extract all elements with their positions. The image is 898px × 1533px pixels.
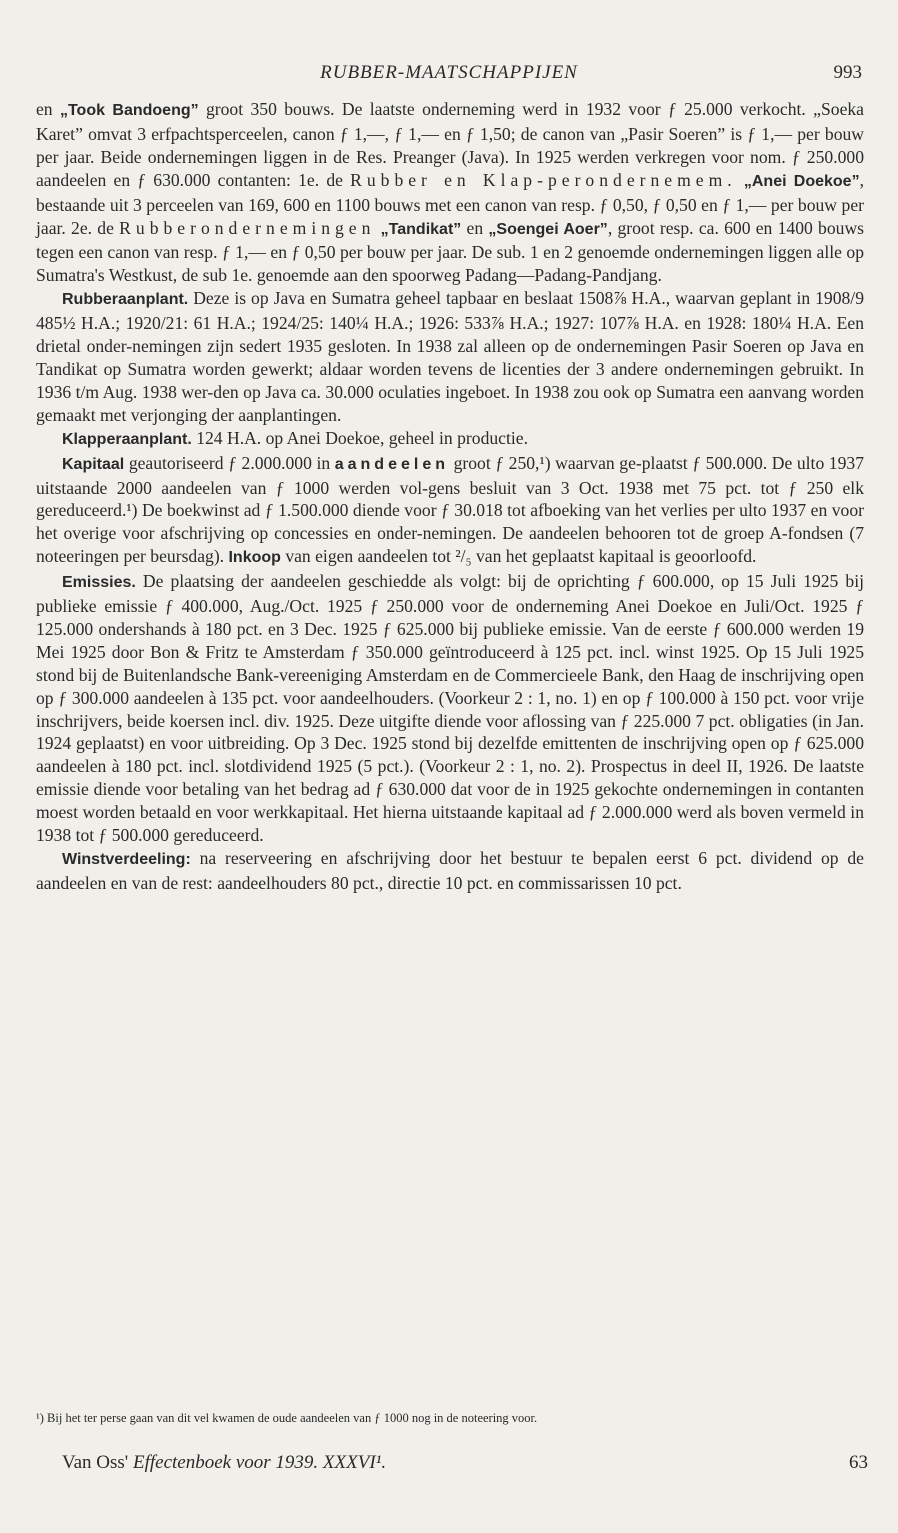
emphasis-text: Emissies. <box>62 574 136 592</box>
body-text: en <box>36 99 60 119</box>
emphasis-text: „Tandikat” <box>380 220 462 238</box>
running-title: RUBBER-MAATSCHAPPIJEN <box>320 62 578 83</box>
paragraph-kapitaal <box>36 452 864 571</box>
page-number: 993 <box>833 62 862 83</box>
body-text: groot ƒ 250,¹) waarvan ge-plaatst ƒ 500.000. De ulto 1937 uitstaande 2000 aandeelen van ƒ 1000 werden vol-gens besluit van 3 Oct. 1938 met 75 pct. tot ƒ 250 elk gereduceerd.¹) De boekwinst ad ƒ 1.500.000 diende voor ƒ 30.018 tot afboeking van het verlies per ulto 1937 en voor het overige voor afschrijving op concessies en onder-nemingen. De aandeelen behooren tot de groep A-fondsen (7 noteeringen per beursdag). <box>36 452 864 567</box>
body-text: De plaatsing der aandeelen geschiedde als volgt: bij de oprichting ƒ 600.000, op 15 Juli 1925 bij publieke emissie ƒ 400.000, Aug./Oct. 1925 ƒ 250.000 voor de onderneming Anei Doekoe en Juli/Oct. 1925 ƒ 125.000 ondershands à 180 pct. en 3 Dec. 1925 ƒ 625.000 bij publieke emissie. Van de eerste ƒ 600.000 werden 19 Mei 1925 door Bon & Fritz te Amsterdam ƒ 350.000 geïntroduceerd à 125 pct. incl. winst 1925. Op 15 Juli 1925 stond bij de Buitenlandsche Bank-vereeniging Amsterdam en de Commercieele Bank, den Haag de inschrijving open op ƒ 300.000 aandeelen à 135 pct. voor aandeelhouders. (Voorkeur 2 : 1, no. 1) en op ƒ 100.000 à 150 pct. voor vrije inschrijvers, beide koersen incl. div. 1925. Deze uitgifte diende voor aflossing van ƒ 225.000 7 pct. obligaties (in Jan. 1924 geplaatst) en voor uitbreiding. Op 3 Dec. 1925 stond bij dezelfde emittenten de inschrijving open op ƒ 625.000 aandeelen à 180 pct. incl. slotdividend 1925 (5 pct.). (Voorkeur 2 : 1, no. 2). Prospectus in deel II, 1926. De laatste emissie diende voor betaling van het bedrag ad ƒ 630.000 dat voor de in 1925 gekochte ondernemingen in contanten moest worden betaald en voor werkkapitaal. Het hierna uitstaande kapitaal ad ƒ 2.000.000 werd als boven vermeld in 1938 tot ƒ 500.000 gereduceerd. <box>36 571 864 846</box>
body-text: groot 350 bouws. De laatste onderneming werd in 1932 voor ƒ 25.000 verkocht. „Soeka Karet” omvat 3 erfpachtsperceelen, canon ƒ 1,—, ƒ 1,— en ƒ 1,50; de canon van „Pasir Soeren” is ƒ 1,— per bouw per jaar. Beide ondernemingen liggen in de Res. Preanger (Java). In 1925 werden verkregen voor nom. ƒ 250.000 aandeelen en ƒ 630.000 contanten: 1e. de <box>36 99 864 190</box>
body-text: en <box>461 217 489 238</box>
emphasis-text: „Took Bandoeng” <box>59 102 199 119</box>
emphasis-text: „Anei Doekoe” <box>743 172 860 190</box>
emphasis-text: Inkoop <box>228 549 281 567</box>
footer-publisher: Van Oss' <box>62 1452 133 1473</box>
emphasis-text: Winstverdeeling: <box>62 851 191 868</box>
paragraph-winstverdeeling <box>36 847 864 895</box>
body-text: , groot resp. ca. 600 en 1400 bouws tegen een canon van resp. ƒ 1,— en ƒ 0,50 per bouw per jaar. De sub. 1 en 2 genoemde ondernemingen liggen alle op Sumatra's Westkust, de sub 1e. genoemde aan den spoorweg Padang—Padang-Pandjang. <box>36 217 864 286</box>
footer-volume: Effectenboek voor 1939. XXXVI¹. <box>132 1452 387 1473</box>
paragraph-emissies <box>36 570 864 847</box>
body-text: van eigen aandeelen tot ²/₅ van het geplaatst kapitaal is geoorloofd. <box>280 546 757 567</box>
emphasis-text: Rubberaanplant. <box>62 291 189 309</box>
body-text: , bestaande uit 3 perceelen van 169, 600 en 1100 bouws met een canon van resp. ƒ 0,50, ƒ 0,50 en ƒ 1,— per bouw per jaar. 2e. de <box>36 169 864 238</box>
body-text: Deze is op Java en Sumatra geheel tapbaar en beslaat 1508⅞ H.A., waarvan geplant in 1908/9 485½ H.A.; 1920/21: 61 H.A.; 1924/25: 140¼ H.A.; 1926: 533⅞ H.A.; 1927: 107⅞ H.A. en 1928: 180¼ H.A. Een drietal onder-nemingen zijn sedert 1935 gesloten. In 1938 zal alleen op de ondernemingen Pasir Soeren op Java en Tandikat op Sumatra worden gewerkt; aldaar worden tevens de licenties der 3 andere ondernemingen gebruikt. In 1936 t/m Aug. 1938 wer-den op Java ca. 30.000 oculaties ingeboet. In 1938 zou ook op Sumatra een aanvang worden gemaakt met verjonging der aanplantingen. <box>36 288 864 425</box>
footer-sheet-number: 63 <box>849 1452 868 1473</box>
body-text: na reserveering en afschrijving door het bestuur te bepalen eerst 6 pct. dividend op de aandeelen en van de rest: aandeelhouders 80 pct., directie 10 pct. en commissarissen 10 pct. <box>36 848 864 893</box>
body-text <box>737 170 744 190</box>
emphasis-text: Klapperaanplant. <box>62 430 192 448</box>
emphasis-text: Rubber en Klap-perondernemem. <box>350 169 737 190</box>
emphasis-text: „Soengei Aoer” <box>488 220 608 238</box>
body-text: 124 H.A. op Anei Doekoe, geheel in productie. <box>191 427 528 448</box>
paragraph-rubberaanplant <box>36 287 864 426</box>
paragraph-klapperaanplant <box>36 427 864 452</box>
paragraph-intro <box>36 98 864 287</box>
emphasis-text: Kapitaal <box>62 455 125 473</box>
body-text: geautoriseerd ƒ 2.000.000 in <box>124 452 335 473</box>
page-header <box>36 62 862 88</box>
main-text <box>36 98 864 895</box>
footnote: ¹) Bij het ter perse gaan van dit vel kwamen de oude aandeelen van ƒ 1000 nog in de noteering voor. <box>36 1411 538 1425</box>
emphasis-text: aandeelen <box>334 455 449 473</box>
footer-book-title <box>62 1452 386 1474</box>
emphasis-text: Rubberondernemingen <box>119 217 376 238</box>
page-footer <box>62 1452 868 1478</box>
